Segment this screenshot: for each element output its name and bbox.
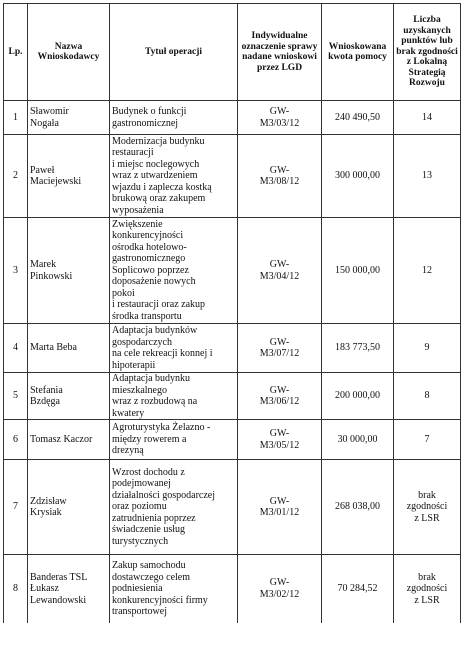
header-lp: Lp. — [4, 4, 28, 101]
cell-signature: GW- M3/08/12 — [238, 135, 322, 218]
cell-signature: GW- M3/05/12 — [238, 420, 322, 460]
cell-lp: 7 — [4, 460, 28, 555]
cell-points: 13 — [394, 135, 461, 218]
cell-title: Modernizacja budynku restauracji i miejsc noclegowych wraz z utwardzeniem wjazdu i zaplecza kostką brukową oraz zakupem wyposażenia — [110, 135, 238, 218]
cell-signature: GW- M3/07/12 — [238, 324, 322, 373]
cell-name: Sławomir Nogała — [28, 101, 110, 135]
cell-points: brak zgodności z LSR — [394, 555, 461, 623]
cell-title: Wzrost dochodu z podejmowanej działalności gospodarczej oraz poziomu zatrudnienia poprzez świadczenie usług turystycznych — [110, 460, 238, 555]
table-row — [4, 324, 461, 373]
cell-amount: 150 000,00 — [322, 218, 394, 324]
cell-lp: 4 — [4, 324, 28, 373]
cell-amount: 268 038,00 — [322, 460, 394, 555]
cell-signature: GW- M3/01/12 — [238, 460, 322, 555]
cell-name: Paweł Maciejewski — [28, 135, 110, 218]
header-amount: Wnioskowana kwota pomocy — [322, 4, 394, 101]
cell-lp: 3 — [4, 218, 28, 324]
cell-title: Zwiększenie konkurencyjności ośrodka hotelowo- gastronomicznego Soplicowo poprzez doposażenie nowych pokoi i restauracji oraz zakup środka transportu — [110, 218, 238, 324]
cell-title: Adaptacja budynku mieszkalnego wraz z rozbudową na kwatery — [110, 373, 238, 420]
cell-amount: 183 773,50 — [322, 324, 394, 373]
cell-signature: GW- M3/04/12 — [238, 218, 322, 324]
table-row — [4, 373, 461, 420]
cell-signature: GW- M3/06/12 — [238, 373, 322, 420]
cell-name: Tomasz Kaczor — [28, 420, 110, 460]
cell-amount: 300 000,00 — [322, 135, 394, 218]
cell-signature: GW- M3/03/12 — [238, 101, 322, 135]
header-points: Liczba uzyskanych punktów lub brak zgodności z Lokalną Strategią Rozwoju — [394, 4, 461, 101]
cell-name: Marek Pinkowski — [28, 218, 110, 324]
header-name: Nazwa Wnioskodawcy — [28, 4, 110, 101]
header-title: Tytuł operacji — [110, 4, 238, 101]
cell-points: 14 — [394, 101, 461, 135]
cell-title: Agroturystyka Żelazno - między rowerem a drezyną — [110, 420, 238, 460]
cell-points: 8 — [394, 373, 461, 420]
cell-name: Marta Beba — [28, 324, 110, 373]
cell-points: 12 — [394, 218, 461, 324]
cell-amount: 240 490,50 — [322, 101, 394, 135]
operations-table — [3, 3, 461, 623]
cell-amount: 30 000,00 — [322, 420, 394, 460]
cell-amount: 200 000,00 — [322, 373, 394, 420]
table-row — [4, 101, 461, 135]
cell-name: Zdzisław Krysiak — [28, 460, 110, 555]
cell-name: Stefania Bzdęga — [28, 373, 110, 420]
cell-lp: 6 — [4, 420, 28, 460]
table-row — [4, 135, 461, 218]
cell-points: brak zgodności z LSR — [394, 460, 461, 555]
cell-title: Zakup samochodu dostawczego celem podniesienia konkurencyjności firmy transportowej — [110, 555, 238, 623]
cell-points: 9 — [394, 324, 461, 373]
table-row — [4, 460, 461, 555]
table-row — [4, 420, 461, 460]
table-row — [4, 218, 461, 324]
header-signature: Indywidualne oznaczenie sprawy nadane wnioskowi przez LGD — [238, 4, 322, 101]
table-row — [4, 555, 461, 623]
cell-lp: 2 — [4, 135, 28, 218]
cell-title: Budynek o funkcji gastronomicznej — [110, 101, 238, 135]
cell-points: 7 — [394, 420, 461, 460]
cell-name: Banderas TSL Łukasz Lewandowski — [28, 555, 110, 623]
cell-signature: GW- M3/02/12 — [238, 555, 322, 623]
cell-lp: 5 — [4, 373, 28, 420]
cell-lp: 1 — [4, 101, 28, 135]
cell-title: Adaptacja budynków gospodarczych na cele rekreacji konnej i hipoterapii — [110, 324, 238, 373]
header-row — [4, 4, 461, 101]
cell-lp: 8 — [4, 555, 28, 623]
cell-amount: 70 284,52 — [322, 555, 394, 623]
